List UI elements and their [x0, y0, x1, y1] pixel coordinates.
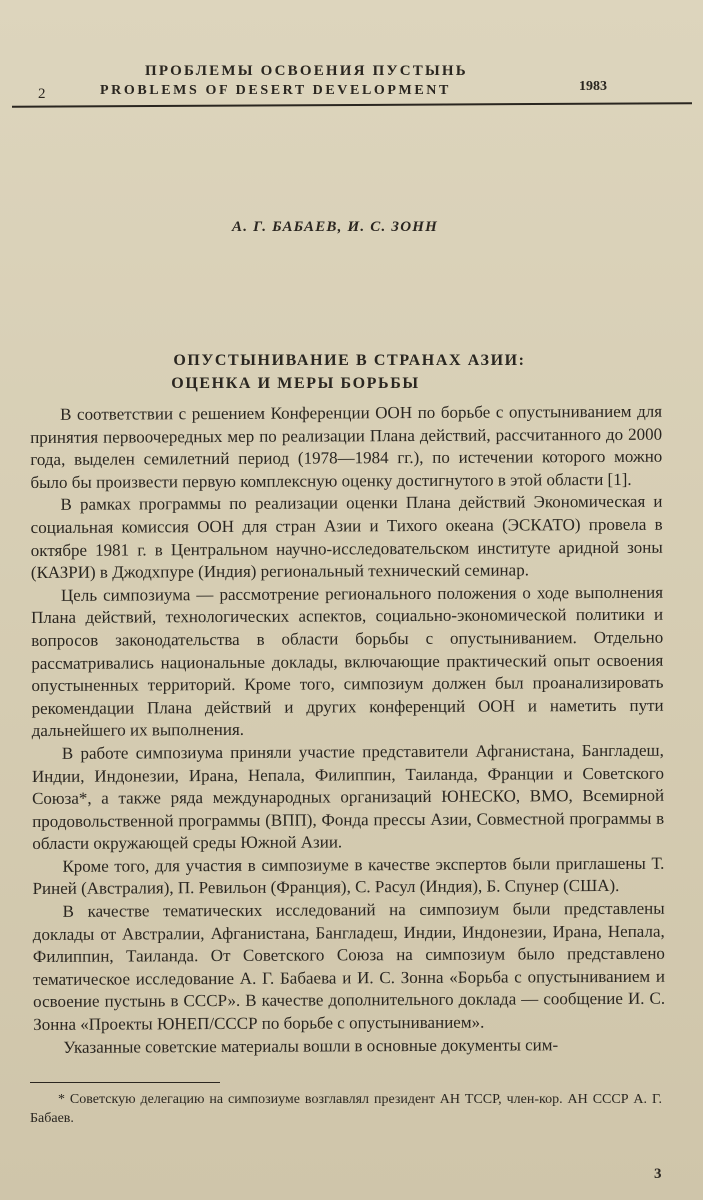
issue-number: 2	[38, 86, 46, 102]
article-body	[30, 401, 665, 1060]
issue-year: 1983	[579, 79, 607, 94]
body-paragraph: В работе симпозиума приняли участие представители Афганистана, Бангладеш, Индии, Индонезии, Ирана, Непала, Филиппин, Таиланда, Франции и Советского Союза*, а также ряда международных организаций ЮНЕСКО, ВМО, Всемирной продовольственной программы (ВПП), Фонда прессы Азии, Совместной программы в области окружающей среды Южной Азии.	[31, 740, 665, 854]
body-paragraph: В качестве тематических исследований на симпозиум были представлены доклады от Австралии, Афганистана, Бангладеш, Индии, Индонезии, Ирана, Непала, Филиппин, Таиланда. От Советского Союза на симпозиум было представлено тематическое исследование А. Г. Бабаева и И. С. Зонна «Борьба с опустыниванием и освоение пустынь в СССР». В качестве дополнительного доклада — сообщение И. С. Зонна «Проекты ЮНЕП/СССР по борьбе с опустыниванием».	[32, 898, 666, 1035]
article-authors: А. Г. БАБАЕВ, И. С. ЗОНН	[232, 219, 438, 235]
body-paragraph: Кроме того, для участия в симпозиуме в качестве экспертов были приглашены Т. Риней (Австралия), П. Ревильон (Франция), С. Расул (Индия), Б. Спунер (США).	[32, 853, 665, 899]
footnote-rule	[30, 1082, 220, 1083]
article-title-line-2: ОЦЕНКА И МЕРЫ БОРЬБЫ	[171, 375, 420, 392]
footnote-text: * Советскую делегацию на симпозиуме возглавлял президент АН ТССР, член-кор. АН СССР А. Г. Бабаев.	[30, 1092, 662, 1126]
footnote	[30, 1090, 662, 1128]
body-paragraph: В рамках программы по реализации оценки Плана действий Экономическая и социальная комиссия ООН для стран Азии и Тихого океана (ЭСКАТО) провела в октябре 1981 г. в Центральном научно-исследовательском институте аридной зоны (КАЗРИ) в Джодхпуре (Индия) региональный технический семинар.	[30, 492, 663, 583]
body-paragraph: В соответствии с решением Конференции ООН по борьбе с опустыниванием для принятия первоочередных мер по реализации Плана действий, рассчитанного до 2000 года, выделен семилетний период (1978—1984 гг.), по истечении которого можно было бы произвести первую комплексную оценку достигнутого в этой области [1].	[30, 401, 663, 492]
journal-title-en: PROBLEMS OF DESERT DEVELOPMENT	[100, 83, 451, 98]
article-title-line-1: ОПУСТЫНИВАНИЕ В СТРАНАХ АЗИИ:	[173, 352, 526, 369]
header-rule	[12, 102, 692, 108]
page-number: 3	[654, 1166, 662, 1182]
journal-title-ru: ПРОБЛЕМЫ ОСВОЕНИЯ ПУСТЫНЬ	[145, 63, 468, 79]
body-paragraph: Указанные советские материалы вошли в основные документы сим-	[63, 1034, 559, 1057]
body-paragraph: Цель симпозиума — рассмотрение регионального положения о ходе выполнения Плана действий, технологических аспектов, социально-экономической политики и вопросов законодательства в области борьбы с опустыниванием. Отдельно рассматривались национальные доклады, включающие практический опыт освоения опустыненных территорий. Кроме того, симпозиум должен был проанализировать рекомендации Плана действий и других конференций ООН и наметить пути дальнейшего их выполнения.	[31, 582, 664, 741]
